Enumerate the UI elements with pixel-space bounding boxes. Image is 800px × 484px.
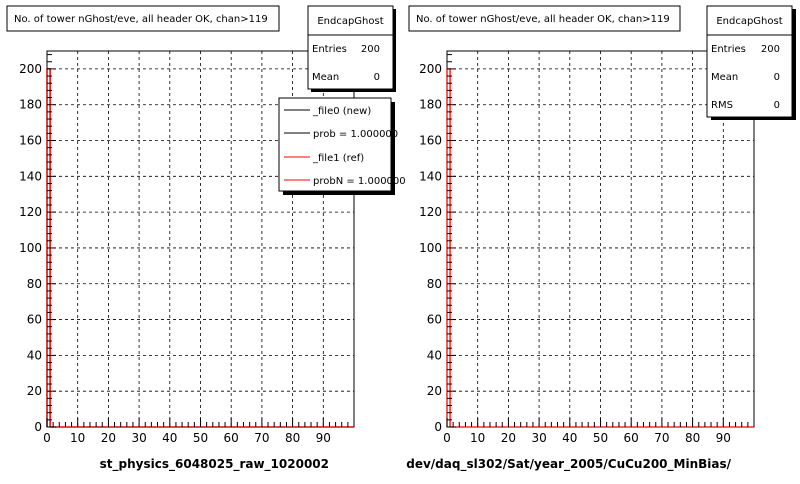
y-tick-label: 0 (34, 420, 42, 434)
stats-value: 0 (773, 100, 780, 111)
y-tick-label: 120 (19, 205, 42, 220)
x-tick-label: 60 (223, 431, 239, 445)
legend-entry: _file0 (new) (313, 106, 372, 117)
y-tick-label: 100 (19, 240, 42, 255)
stats-name-right: EndcapGhost (716, 16, 783, 27)
y-tick-label: 40 (426, 348, 442, 363)
stats-value: 0 (773, 72, 780, 83)
y-tick-label: 140 (19, 169, 42, 184)
y-tick-label: 100 (419, 240, 442, 255)
pad-right (406, 6, 796, 472)
x-tick-label: 50 (592, 431, 609, 445)
stats-box-right (707, 6, 796, 120)
stats-label: RMS (711, 100, 733, 111)
legend-box-left (279, 98, 406, 195)
y-tick-label: 0 (434, 420, 442, 434)
stats-value: 200 (360, 44, 380, 55)
x-tick-label: 50 (192, 431, 209, 445)
x-tick-label: 30 (531, 431, 547, 445)
stats-name-left: EndcapGhost (317, 16, 384, 27)
legend-entry: _file1 (ref) (313, 153, 365, 164)
y-tick-label: 80 (26, 276, 42, 291)
x-tick-label: 90 (315, 431, 331, 445)
x-tick-label: 60 (623, 431, 639, 445)
stats-label: Entries (711, 44, 746, 55)
x-tick-label: 0 (443, 431, 451, 445)
x-tick-label: 20 (500, 431, 517, 445)
x-tick-label: 40 (162, 431, 178, 445)
stats-label: Mean (711, 72, 739, 83)
x-tick-label: 10 (70, 431, 86, 445)
y-tick-label: 60 (26, 312, 42, 327)
stats-value: 200 (760, 44, 780, 55)
y-tick-label: 180 (419, 97, 442, 112)
x-tick-label: 70 (254, 431, 270, 445)
stats-label: Entries (312, 44, 347, 55)
x-tick-label: 10 (470, 431, 486, 445)
y-tick-label: 200 (19, 61, 42, 76)
x-tick-label: 70 (654, 431, 670, 445)
x-tick-label: 0 (43, 431, 51, 445)
stats-value: 0 (373, 72, 380, 83)
y-tick-label: 80 (426, 276, 442, 291)
legend-entry: probN = 1.000000 (313, 176, 406, 187)
x-tick-label: 40 (562, 431, 578, 445)
legend-entry: prob = 1.000000 (313, 129, 399, 140)
x-axis-label-right: dev/daq_sl302/Sat/year_2005/CuCu200_MinBias/ (406, 457, 731, 471)
pad-left (7, 6, 406, 472)
y-tick-label: 180 (19, 97, 42, 112)
y-tick-label: 140 (419, 169, 442, 184)
chart-title-right: No. of tower nGhost/eve, all header OK, chan>119 (416, 14, 670, 25)
x-tick-label: 30 (131, 431, 147, 445)
x-tick-label: 80 (284, 431, 301, 445)
y-tick-label: 200 (419, 61, 442, 76)
stats-box-left (308, 6, 396, 92)
x-tick-label: 90 (715, 431, 731, 445)
x-tick-label: 20 (100, 431, 117, 445)
y-tick-label: 20 (26, 384, 42, 399)
y-tick-label: 120 (419, 205, 442, 220)
x-axis-label-left: st_physics_6048025_raw_1020002 (99, 457, 329, 471)
y-tick-label: 20 (426, 384, 442, 399)
y-tick-label: 160 (19, 133, 42, 148)
stats-label: Mean (312, 72, 340, 83)
chart-title-left: No. of tower nGhost/eve, all header OK, chan>119 (14, 14, 268, 25)
y-tick-label: 160 (419, 133, 442, 148)
y-tick-label: 60 (426, 312, 442, 327)
y-tick-label: 40 (26, 348, 42, 363)
x-tick-label: 80 (684, 431, 701, 445)
